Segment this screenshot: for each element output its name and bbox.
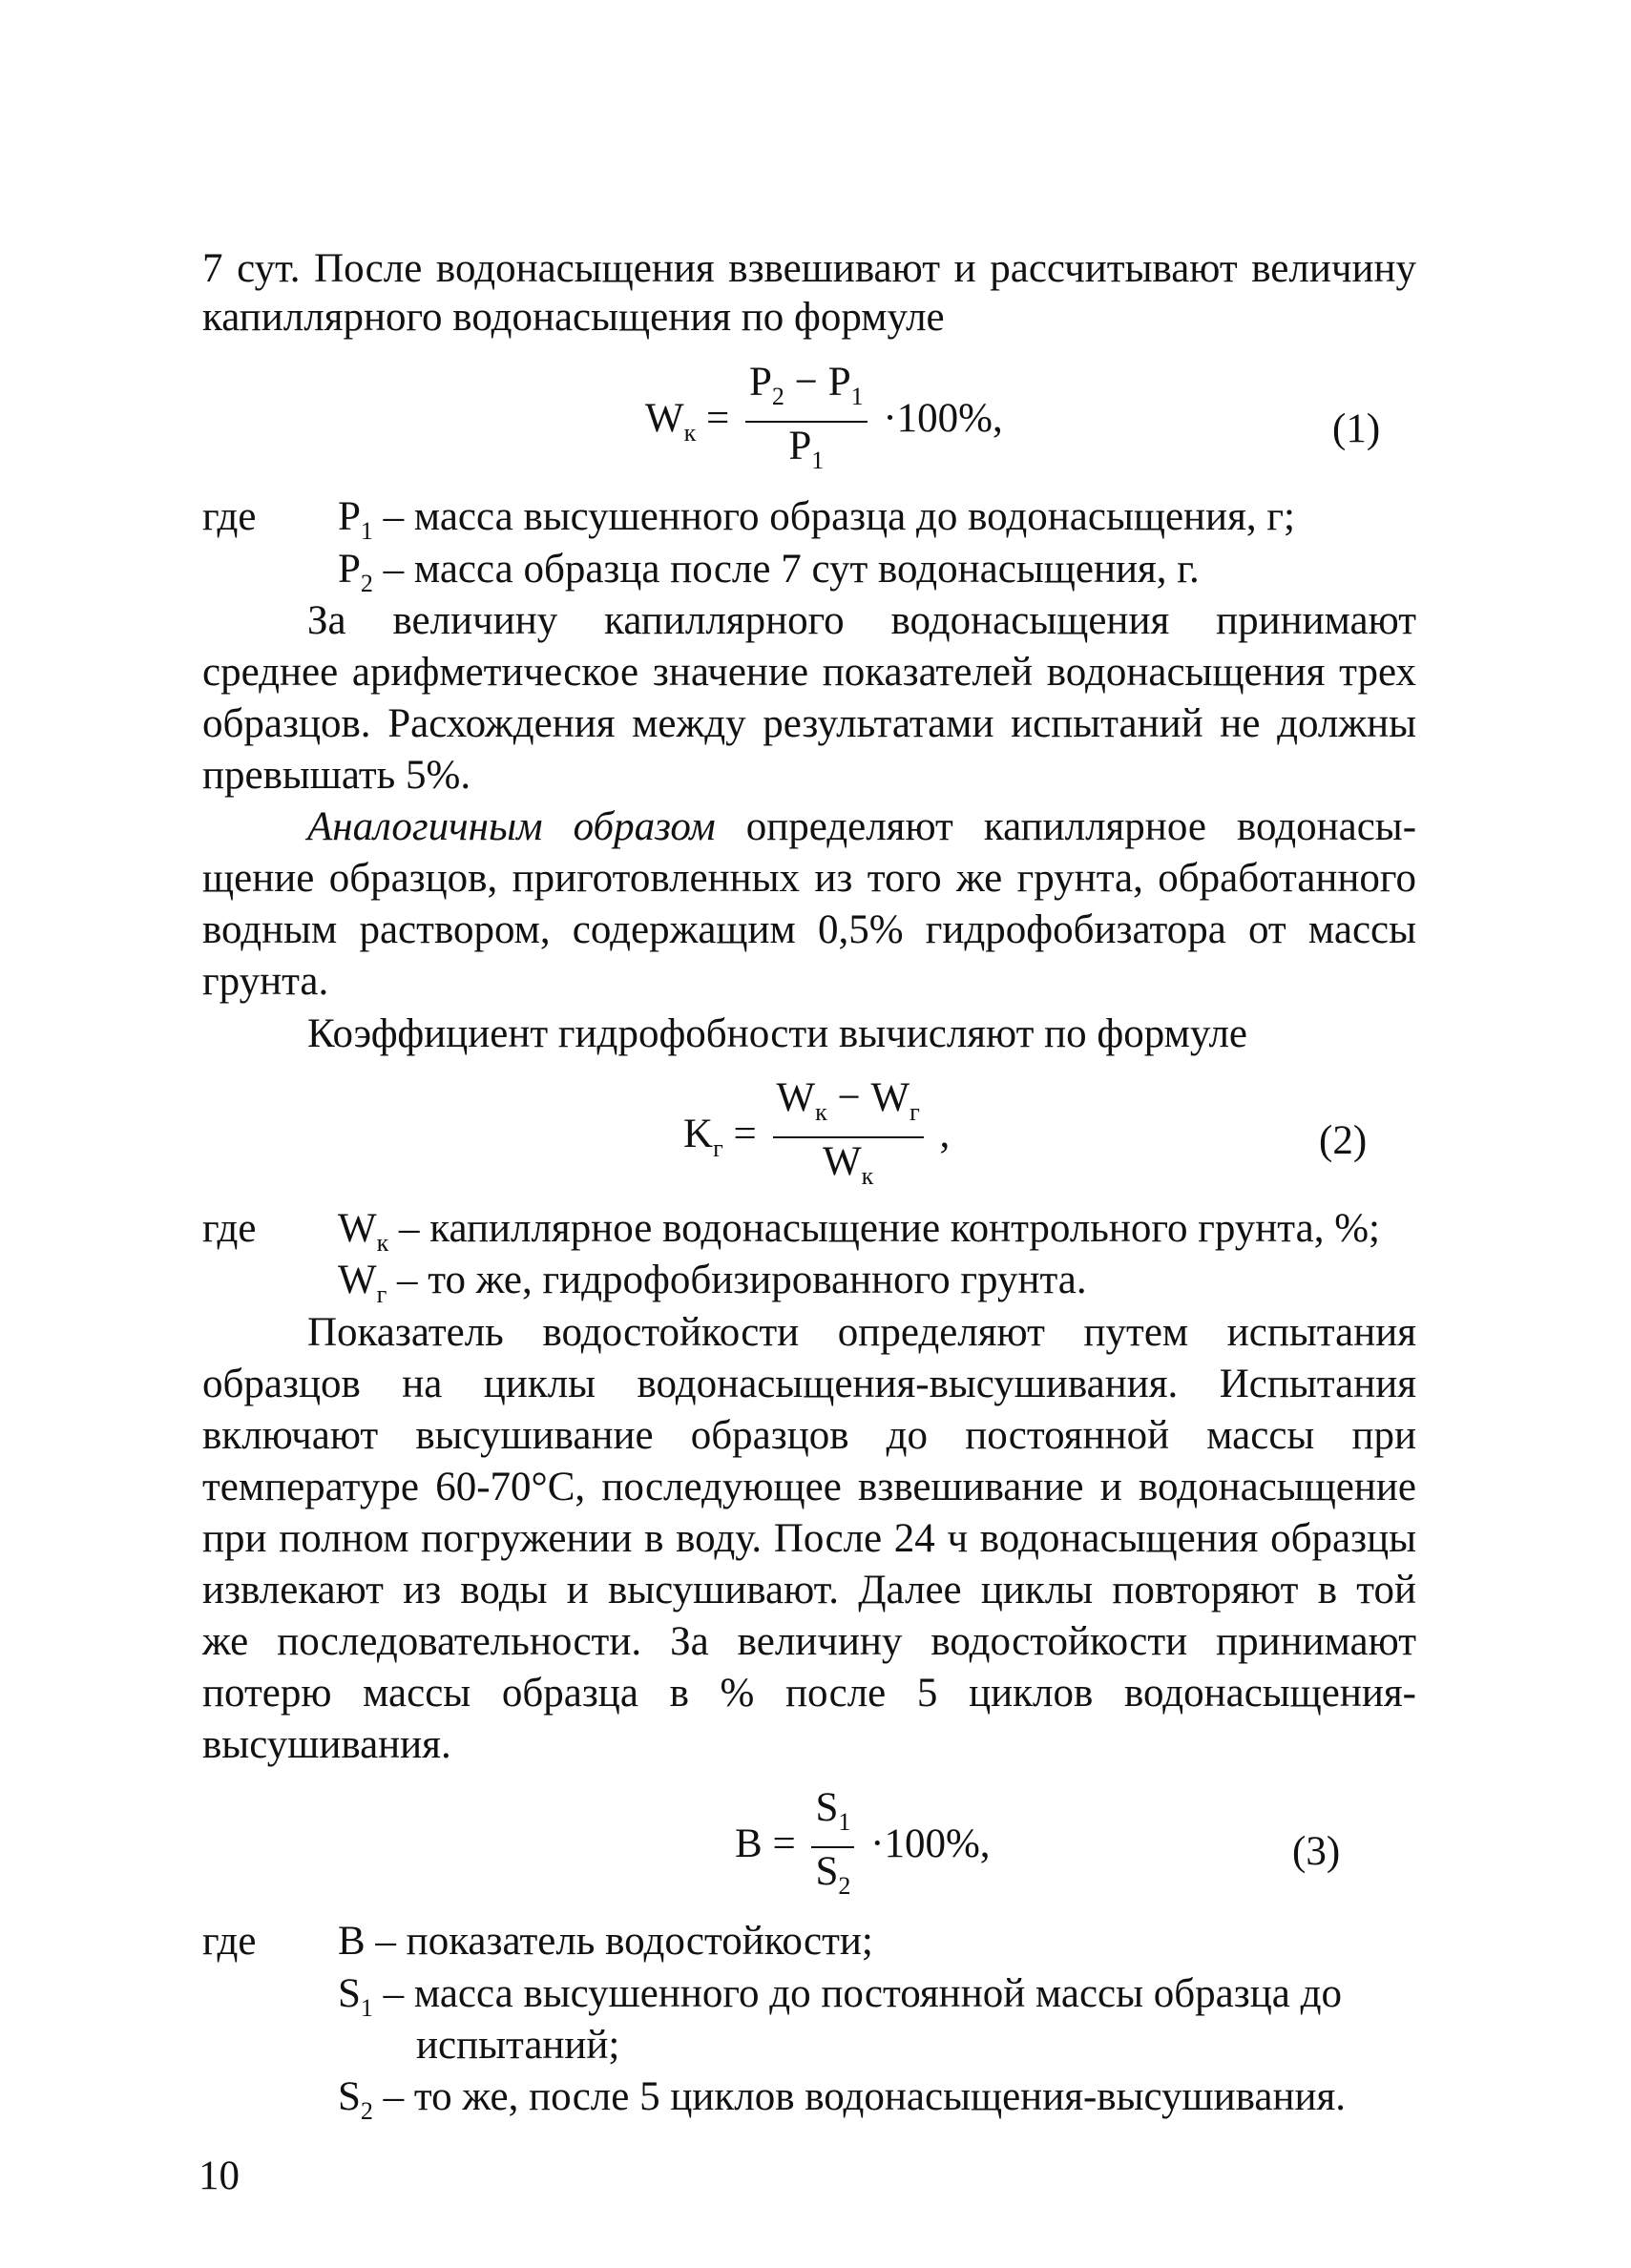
equals-sign: =: [733, 1111, 757, 1156]
formula-lhs: $K_г$: [683, 1111, 723, 1162]
formula-tail: ·100%,: [883, 395, 1003, 441]
where-item-continuation: испытаний;: [416, 2023, 620, 2068]
text-line: грунта.: [202, 959, 329, 1004]
text-line: За величину капиллярного водонасыщения принимают: [307, 598, 1416, 643]
where-label: где: [202, 494, 257, 539]
formula-lhs: $W_к$: [645, 395, 697, 447]
where-label: где: [202, 1206, 257, 1251]
text-line: щение образцов, приготовленных из того же грунта, обработанного: [202, 856, 1416, 901]
text-line: же последовательности. За величину водостойкости принимают: [202, 1619, 1416, 1664]
equation-number: (1): [1332, 406, 1381, 451]
equation-number: (2): [1319, 1118, 1368, 1163]
text-line: водным раствором, содержащим 0,5% гидрофобизатора от массы: [202, 907, 1416, 952]
formula-lhs: B: [735, 1821, 763, 1866]
where-item: $W_к$ – капиллярное водонасыщение контрольного грунта, %;: [338, 1206, 1380, 1257]
text-line: высушивания.: [202, 1722, 451, 1767]
text-line: включают высушивание образцов до постоянной массы при: [202, 1413, 1416, 1458]
fraction: [745, 361, 868, 483]
text-line: среднее арифметическое значение показателей водонасыщения трех: [202, 650, 1416, 695]
equation-number: (3): [1292, 1829, 1341, 1874]
numerator: $P_2 - P_1$: [745, 361, 868, 423]
numerator: $S_1$: [811, 1786, 854, 1848]
denominator: $W_к$: [823, 1139, 874, 1190]
equals-sign: =: [772, 1821, 796, 1866]
text-line: Показатель водостойкости определяют путем испытания: [307, 1310, 1416, 1355]
text-line: образцов на циклы водонасыщения-высушивания. Испытания: [202, 1362, 1416, 1406]
page-number: 10: [199, 2154, 240, 2198]
equals-sign: =: [705, 395, 730, 441]
where-item: $W_г$ – то же, гидрофобизированного грунта.: [338, 1258, 1087, 1308]
text-line: превышать 5%.: [202, 753, 471, 798]
text-line: Коэффициент гидрофобности вычисляют по формуле: [307, 1011, 1247, 1056]
where-item: $P_2$ – масса образца после 7 сут водонасыщения, г.: [338, 547, 1200, 597]
where-label: где: [202, 1919, 257, 1964]
formula-tail: ·100%,: [870, 1821, 991, 1866]
formula-2: [683, 1076, 950, 1198]
text-line: Аналогичным образом определяют капиллярное водонасы-: [307, 804, 1417, 849]
text-line: извлекают из воды и высушивают. Далее циклы повторяют в той: [202, 1568, 1416, 1613]
text-line: капиллярного водонасыщения по формуле: [202, 295, 945, 340]
fraction: [811, 1786, 854, 1908]
formula-tail: ,: [939, 1111, 951, 1156]
where-item: B – показатель водостойкости;: [338, 1919, 873, 1964]
denominator: $S_2$: [815, 1849, 851, 1900]
where-item: $S_2$ – то же, после 5 циклов водонасыщения-высушивания.: [338, 2074, 1347, 2125]
denominator: $P_1$: [788, 424, 825, 474]
text-line: температуре 60-70°С, последующее взвешивание и водонасыщение: [202, 1465, 1416, 1509]
text-line: 7 сут. После водонасыщения взвешивают и рассчитывают величину: [202, 246, 1416, 291]
formula-1: [645, 361, 1003, 483]
fraction: [773, 1076, 924, 1198]
where-item: $S_1$ – масса высушенного до постоянной массы образца до: [338, 1971, 1342, 2022]
text-line: потерю массы образца в % после 5 циклов водонасыщения-: [202, 1671, 1416, 1716]
text-line: при полном погружении в воду. После 24 ч водонасыщения образцы: [202, 1516, 1416, 1561]
where-item: $P_1$ – масса высушенного образца до водонасыщения, г;: [338, 494, 1295, 545]
numerator: $W_к - W_г$: [773, 1076, 924, 1138]
formula-3: [735, 1786, 991, 1908]
text-line: образцов. Расхождения между результатами испытаний не должны: [202, 701, 1416, 746]
